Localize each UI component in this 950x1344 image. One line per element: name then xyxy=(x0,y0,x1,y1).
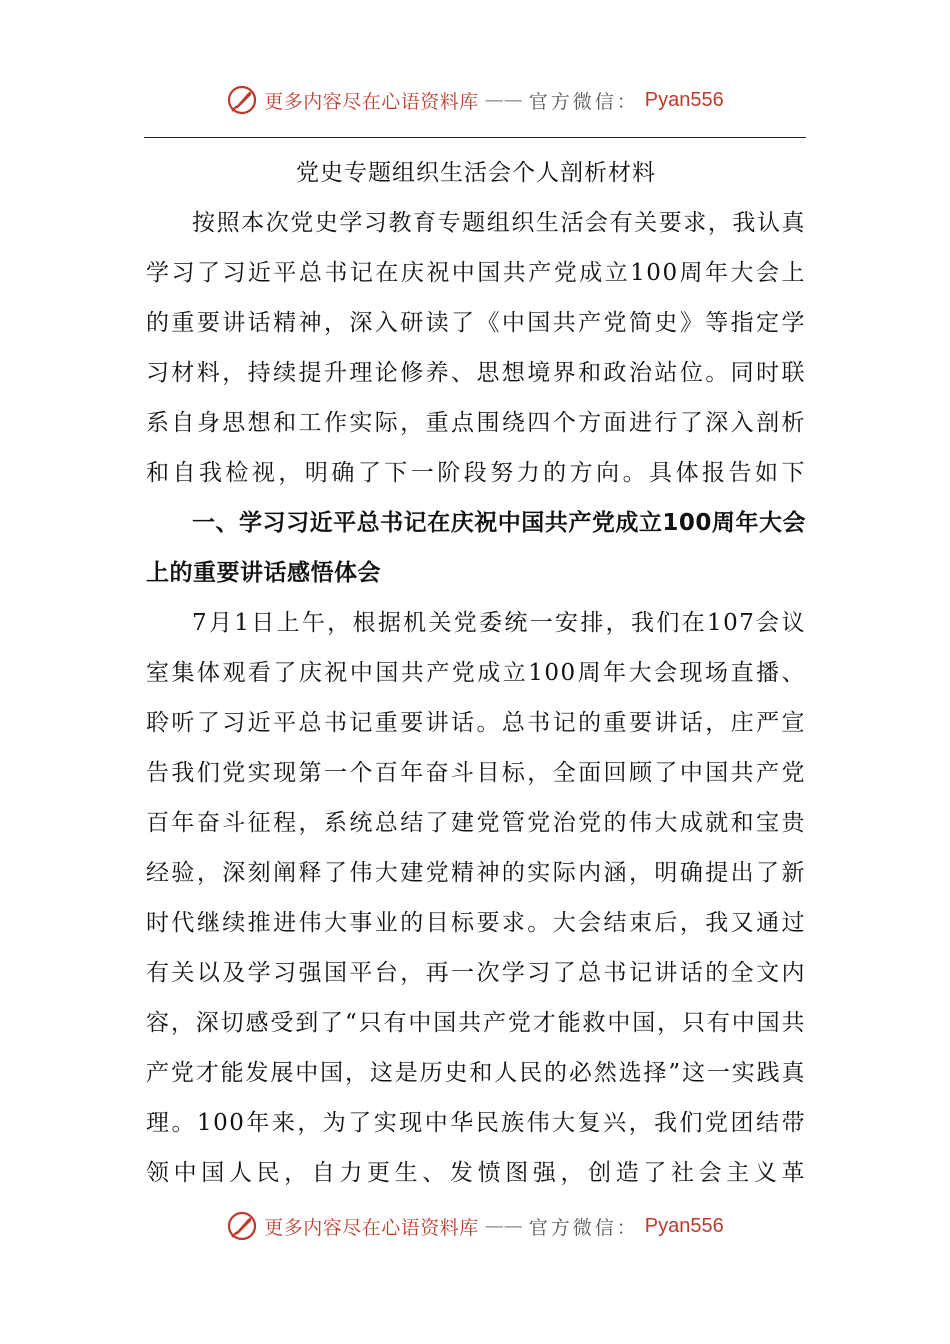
quill-pen-logo-icon xyxy=(226,1210,258,1242)
watermark-text: 更多内容尽在心语资料库 xyxy=(264,90,479,113)
document-body xyxy=(146,148,806,1198)
watermark-wechat-id: Pyan556 xyxy=(644,88,724,111)
intro-paragraph: 按照本次党史学习教育专题组织生活会有关要求，我认真学习了习近平总书记在庆祝中国共产党成立100周年大会上的重要讲话精神，深入研读了《中国共产党简史》等指定学习材料，持续提升理论修养、思想境界和政治站位。同时联系自身思想和工作实际，重点围绕四个方面进行了深入剖析和自我检视，明确了下一阶段努力的方向。具体报告如下 xyxy=(146,210,806,486)
section-1-paragraph: 7月1日上午，根据机关党委统一安排，我们在107会议室集体观看了庆祝中国共产党成立100周年大会现场直播、聆听了习近平总书记重要讲话。总书记的重要讲话，庄严宣告我们党实现第一个百年奋斗目标，全面回顾了中国共产党百年奋斗征程，系统总结了建党管党治党的伟大成就和宝贵经验，深刻阐释了伟大建党精神的实际内涵，明确提出了新时代继续推进伟大事业的目标要求。大会结束后，我又通过有关以及学习强国平台，再一次学习了总书记讲话的全文内容，深切感受到了“只有中国共产党才能救中国，只有中国共产党才能发展中国，这是历史和人民的必然选择”这一实践真理。100年来，为了实现中华民族伟大复兴，我们党团结带领中国人民，自力更生、发愤图强，创造了社会主义革 xyxy=(146,610,806,1186)
watermark-dash: —— xyxy=(484,89,523,111)
watermark-wechat-id: Pyan556 xyxy=(644,1214,724,1237)
footer-watermark xyxy=(0,1210,950,1242)
document-title: 党史专题组织生活会个人剖析材料 xyxy=(296,160,656,186)
watermark-label: 官方微信： xyxy=(528,90,639,113)
section-1-heading: 一、学习习近平总书记在庆祝中国共产党成立100周年大会上的重要讲话感悟体会 xyxy=(146,510,806,586)
header-divider xyxy=(144,137,806,138)
quill-pen-logo-icon xyxy=(226,84,258,116)
watermark-text: 更多内容尽在心语资料库 xyxy=(264,1216,479,1239)
watermark-label: 官方微信： xyxy=(528,1216,639,1239)
watermark-dash: —— xyxy=(484,1215,523,1237)
header-watermark xyxy=(0,84,950,116)
